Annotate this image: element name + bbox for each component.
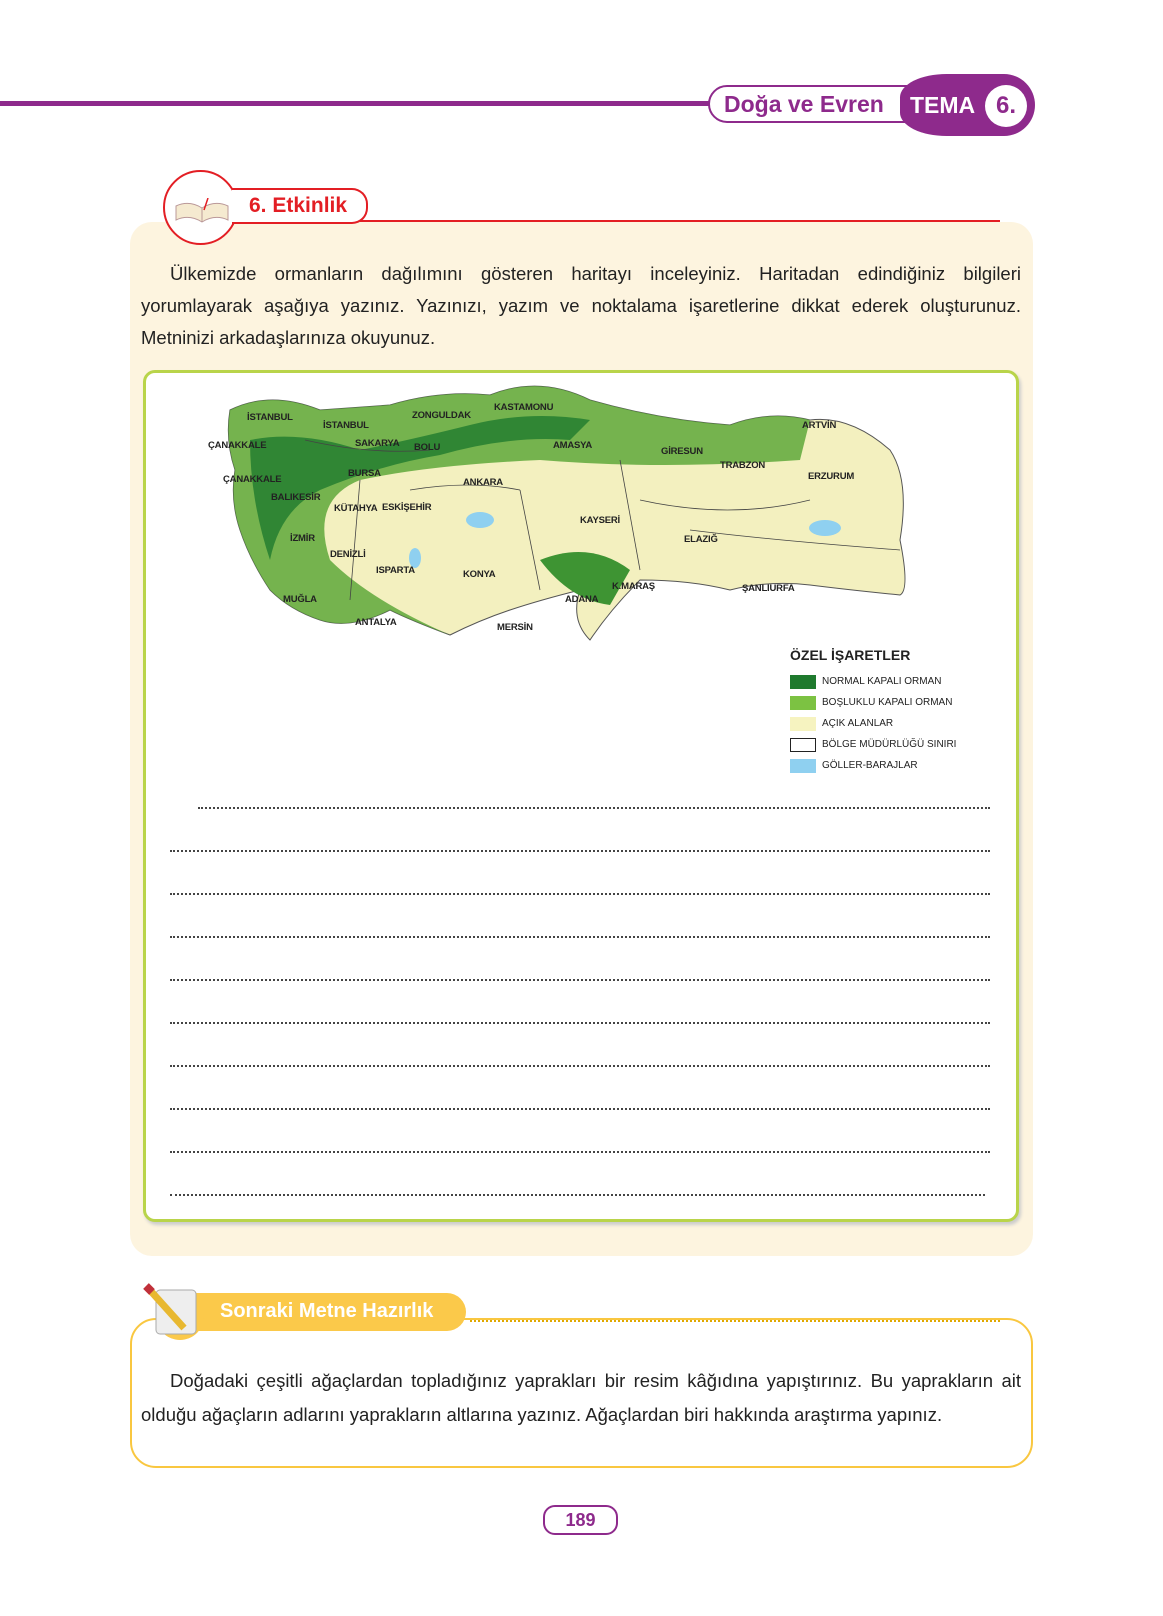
theme-title: Doğa ve Evren	[724, 91, 884, 117]
map-city-label: ESKİŞEHİR	[382, 502, 432, 513]
map-city-label: ELAZIĞ	[684, 534, 718, 545]
map-city-label: K.MARAŞ	[612, 581, 655, 592]
map-city-label: KAYSERİ	[580, 515, 620, 526]
map-city-label: MERSİN	[497, 622, 533, 633]
answer-line[interactable]	[170, 979, 990, 981]
map-city-label: ZONGULDAK	[412, 410, 471, 421]
legend-item	[790, 671, 956, 692]
answer-line[interactable]	[170, 1108, 990, 1110]
map-city-label: ŞANLIURFA	[742, 583, 795, 594]
map-city-label: İSTANBUL	[323, 420, 369, 431]
next-text: Doğadaki çeşitli ağaçlardan topladığınız yaprakları bir resim kâğıdına yapıştırınız. Bu yaprakların ait olduğu ağaçların adlarını yaprakların altlarına yazınız. Ağaçlardan biri hakkında araştırma yapınız.	[141, 1370, 1021, 1425]
map-city-label: GİRESUN	[661, 446, 703, 457]
answer-line[interactable]	[170, 936, 990, 938]
legend-item	[790, 755, 956, 776]
pencil-paper-icon	[140, 1282, 206, 1342]
map-city-label: ANTALYA	[355, 617, 397, 628]
map-city-label: İZMİR	[290, 533, 315, 544]
legend-item	[790, 713, 956, 734]
map-city-label: SAKARYA	[355, 438, 400, 449]
map-city-label: ARTVİN	[802, 420, 837, 431]
map-city-label: ÇANAKKALE	[208, 440, 267, 451]
map-city-label: AMASYA	[553, 440, 593, 451]
tema-label: TEMA	[910, 92, 976, 118]
answer-line[interactable]	[170, 1065, 990, 1067]
legend-swatch	[790, 759, 816, 773]
legend-swatch	[790, 696, 816, 710]
legend-label: AÇIK ALANLAR	[822, 718, 894, 729]
map-city-label: ÇANAKKALE	[223, 474, 282, 485]
map-city-label: DENİZLİ	[330, 549, 366, 560]
activity-title: 6. Etkinlik	[249, 194, 348, 217]
map-city-label: TRABZON	[720, 460, 766, 471]
answer-line[interactable]	[170, 893, 990, 895]
map-city-label: ANKARA	[463, 477, 503, 488]
map-city-label: KÜTAHYA	[334, 503, 378, 514]
next-title: Sonraki Metne Hazırlık	[220, 1300, 434, 1322]
legend-label: BÖLGE MÜDÜRLÜĞÜ SINIRI	[822, 739, 957, 750]
answer-line[interactable]	[170, 1151, 990, 1153]
answer-line[interactable]	[170, 850, 990, 852]
legend-item	[790, 734, 956, 755]
activity-instructions: Ülkemizde ormanların dağılımını gösteren haritayı inceleyiniz. Haritadan edindiğiniz bilgileri yorumlayarak aşağıya yazınız. Yazınızı, yazım ve noktalama işaretlerine dikkat ederek oluşturunuz. Metninizi arkadaşlarınıza okuyunuz.	[141, 263, 1021, 348]
legend-label: NORMAL KAPALI ORMAN	[822, 676, 942, 687]
legend-item	[790, 692, 956, 713]
answer-line[interactable]	[170, 1194, 985, 1196]
map-city-label: İSTANBUL	[247, 412, 293, 423]
legend-swatch	[790, 738, 816, 752]
map-city-label: KASTAMONU	[494, 402, 554, 413]
legend-swatch	[790, 717, 816, 731]
page-number: 189	[543, 1505, 618, 1535]
activity-rule	[360, 220, 1000, 222]
map-city-label: ISPARTA	[376, 565, 415, 576]
map-city-label: BALIKESİR	[271, 492, 321, 503]
next-dotted-rule	[470, 1320, 1000, 1322]
map-legend	[790, 647, 956, 776]
header-rule	[0, 101, 710, 106]
answer-line[interactable]	[198, 807, 990, 809]
legend-title: ÖZEL İŞARETLER	[790, 647, 911, 663]
map-city-label: ERZURUM	[808, 471, 855, 482]
map-city-label: KONYA	[463, 569, 496, 580]
legend-label: GÖLLER-BARAJLAR	[822, 760, 918, 771]
map-city-label: BURSA	[348, 468, 381, 479]
tema-number: 6.	[985, 85, 1027, 127]
legend-label: BOŞLUKLU KAPALI ORMAN	[822, 697, 953, 708]
answer-line[interactable]	[170, 1022, 990, 1024]
open-book-icon	[174, 198, 230, 224]
legend-swatch	[790, 675, 816, 689]
map-city-label: MUĞLA	[283, 594, 317, 605]
map-city-label: BOLU	[414, 442, 441, 453]
map-city-label: ADANA	[565, 594, 599, 605]
